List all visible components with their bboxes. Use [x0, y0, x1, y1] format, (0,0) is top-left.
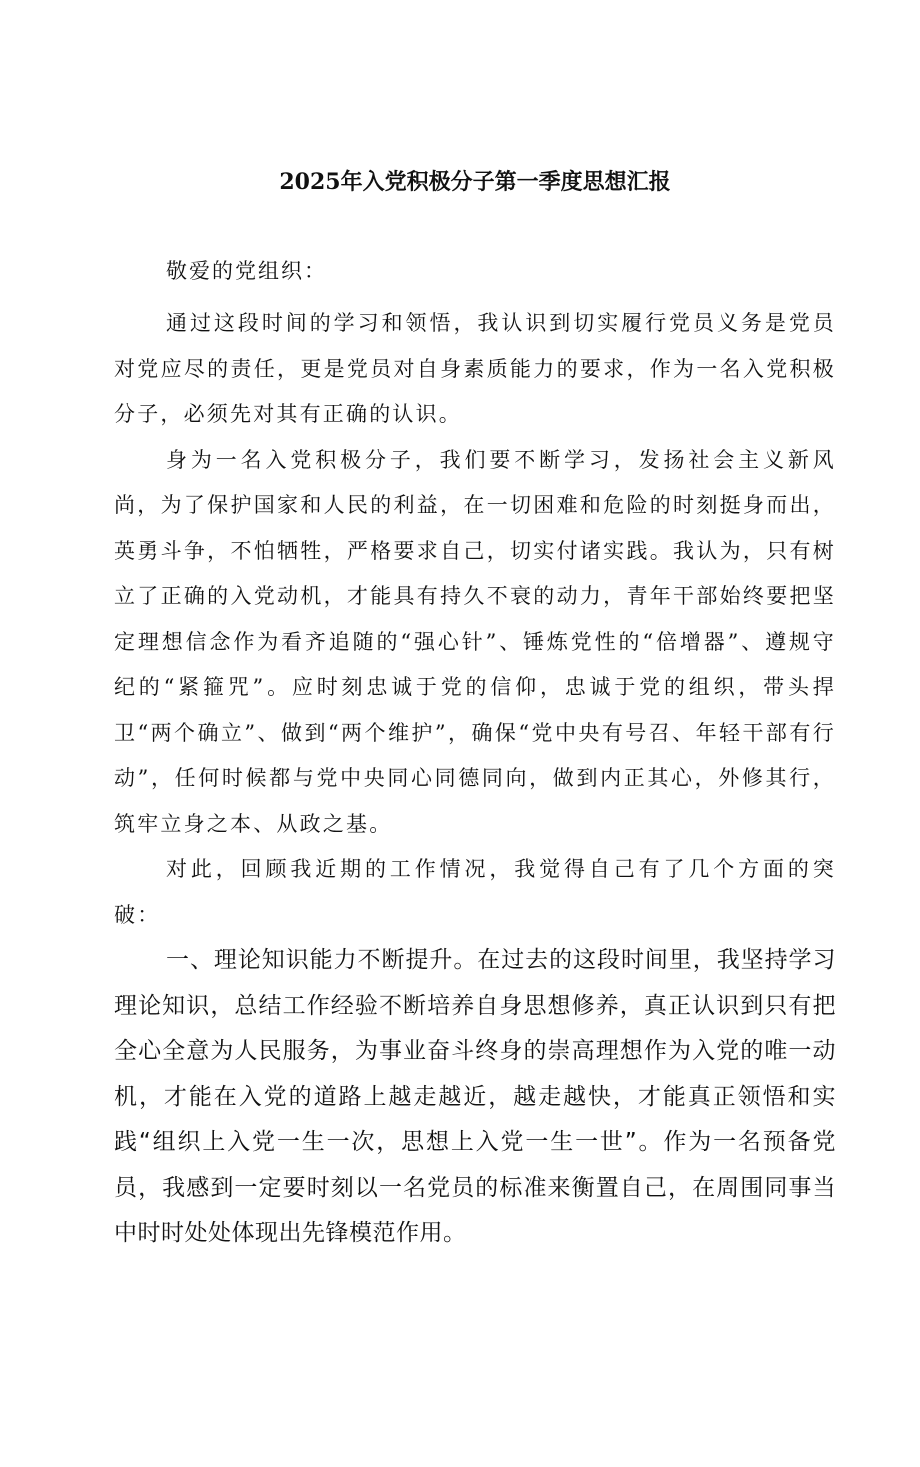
- document-page: [0, 166, 920, 1467]
- paragraph-3: 对此，回顾我近期的工作情况，我觉得自己有了几个方面的突破：: [114, 857, 836, 927]
- paragraph-2: 身为一名入党积极分子，我们要不断学习，发扬社会主义新风尚，为了保护国家和人民的利益，在一切困难和危险的时刻挺身而出，英勇斗争，不怕牺牲，严格要求自己，切实付诸实践。我认为，只有树立了正确的入党动机，才能具有持久不衰的动力，青年干部始终要把坚定理想信念作为看齐追随的“强心针”、锤炼党性的“倍增器”、遵规守纪的“紧箍咒”。应时刻忠诚于党的信仰，忠诚于党的组织，带头捍卫“两个确立”、做到“两个维护”，确保“党中央有号召、年轻干部有行动”，任何时候都与党中央同心同德同向，做到内正其心，外修其行，筑牢立身之本、从政之基。: [114, 447, 836, 836]
- paragraph-1: 通过这段时间的学习和领悟，我认识到切实履行党员义务是党员对党应尽的责任，更是党员对自身素质能力的要求，作为一名入党积极分子，必须先对其有正确的认识。: [114, 311, 836, 426]
- section-one-paragraph: 一、理论知识能力不断提升。在过去的这段时间里，我坚持学习理论知识，总结工作经验不断培养自身思想修养，真正认识到只有把全心全意为人民服务，为事业奋斗终身的崇高理想作为入党的唯一动机，才能在入党的道路上越走越近，越走越快，才能真正领悟和实践“组织上入党一生一次，思想上入党一生一世”。作为一名预备党员，我感到一定要时刻以一名党员的标准来衡置自己，在周围同事当中时时处处体现出先锋模范作用。: [114, 947, 836, 1246]
- document-title: 2025年入党积极分子第一季度思想汇报: [279, 169, 671, 195]
- salutation: 敬爱的党组织：: [166, 259, 327, 283]
